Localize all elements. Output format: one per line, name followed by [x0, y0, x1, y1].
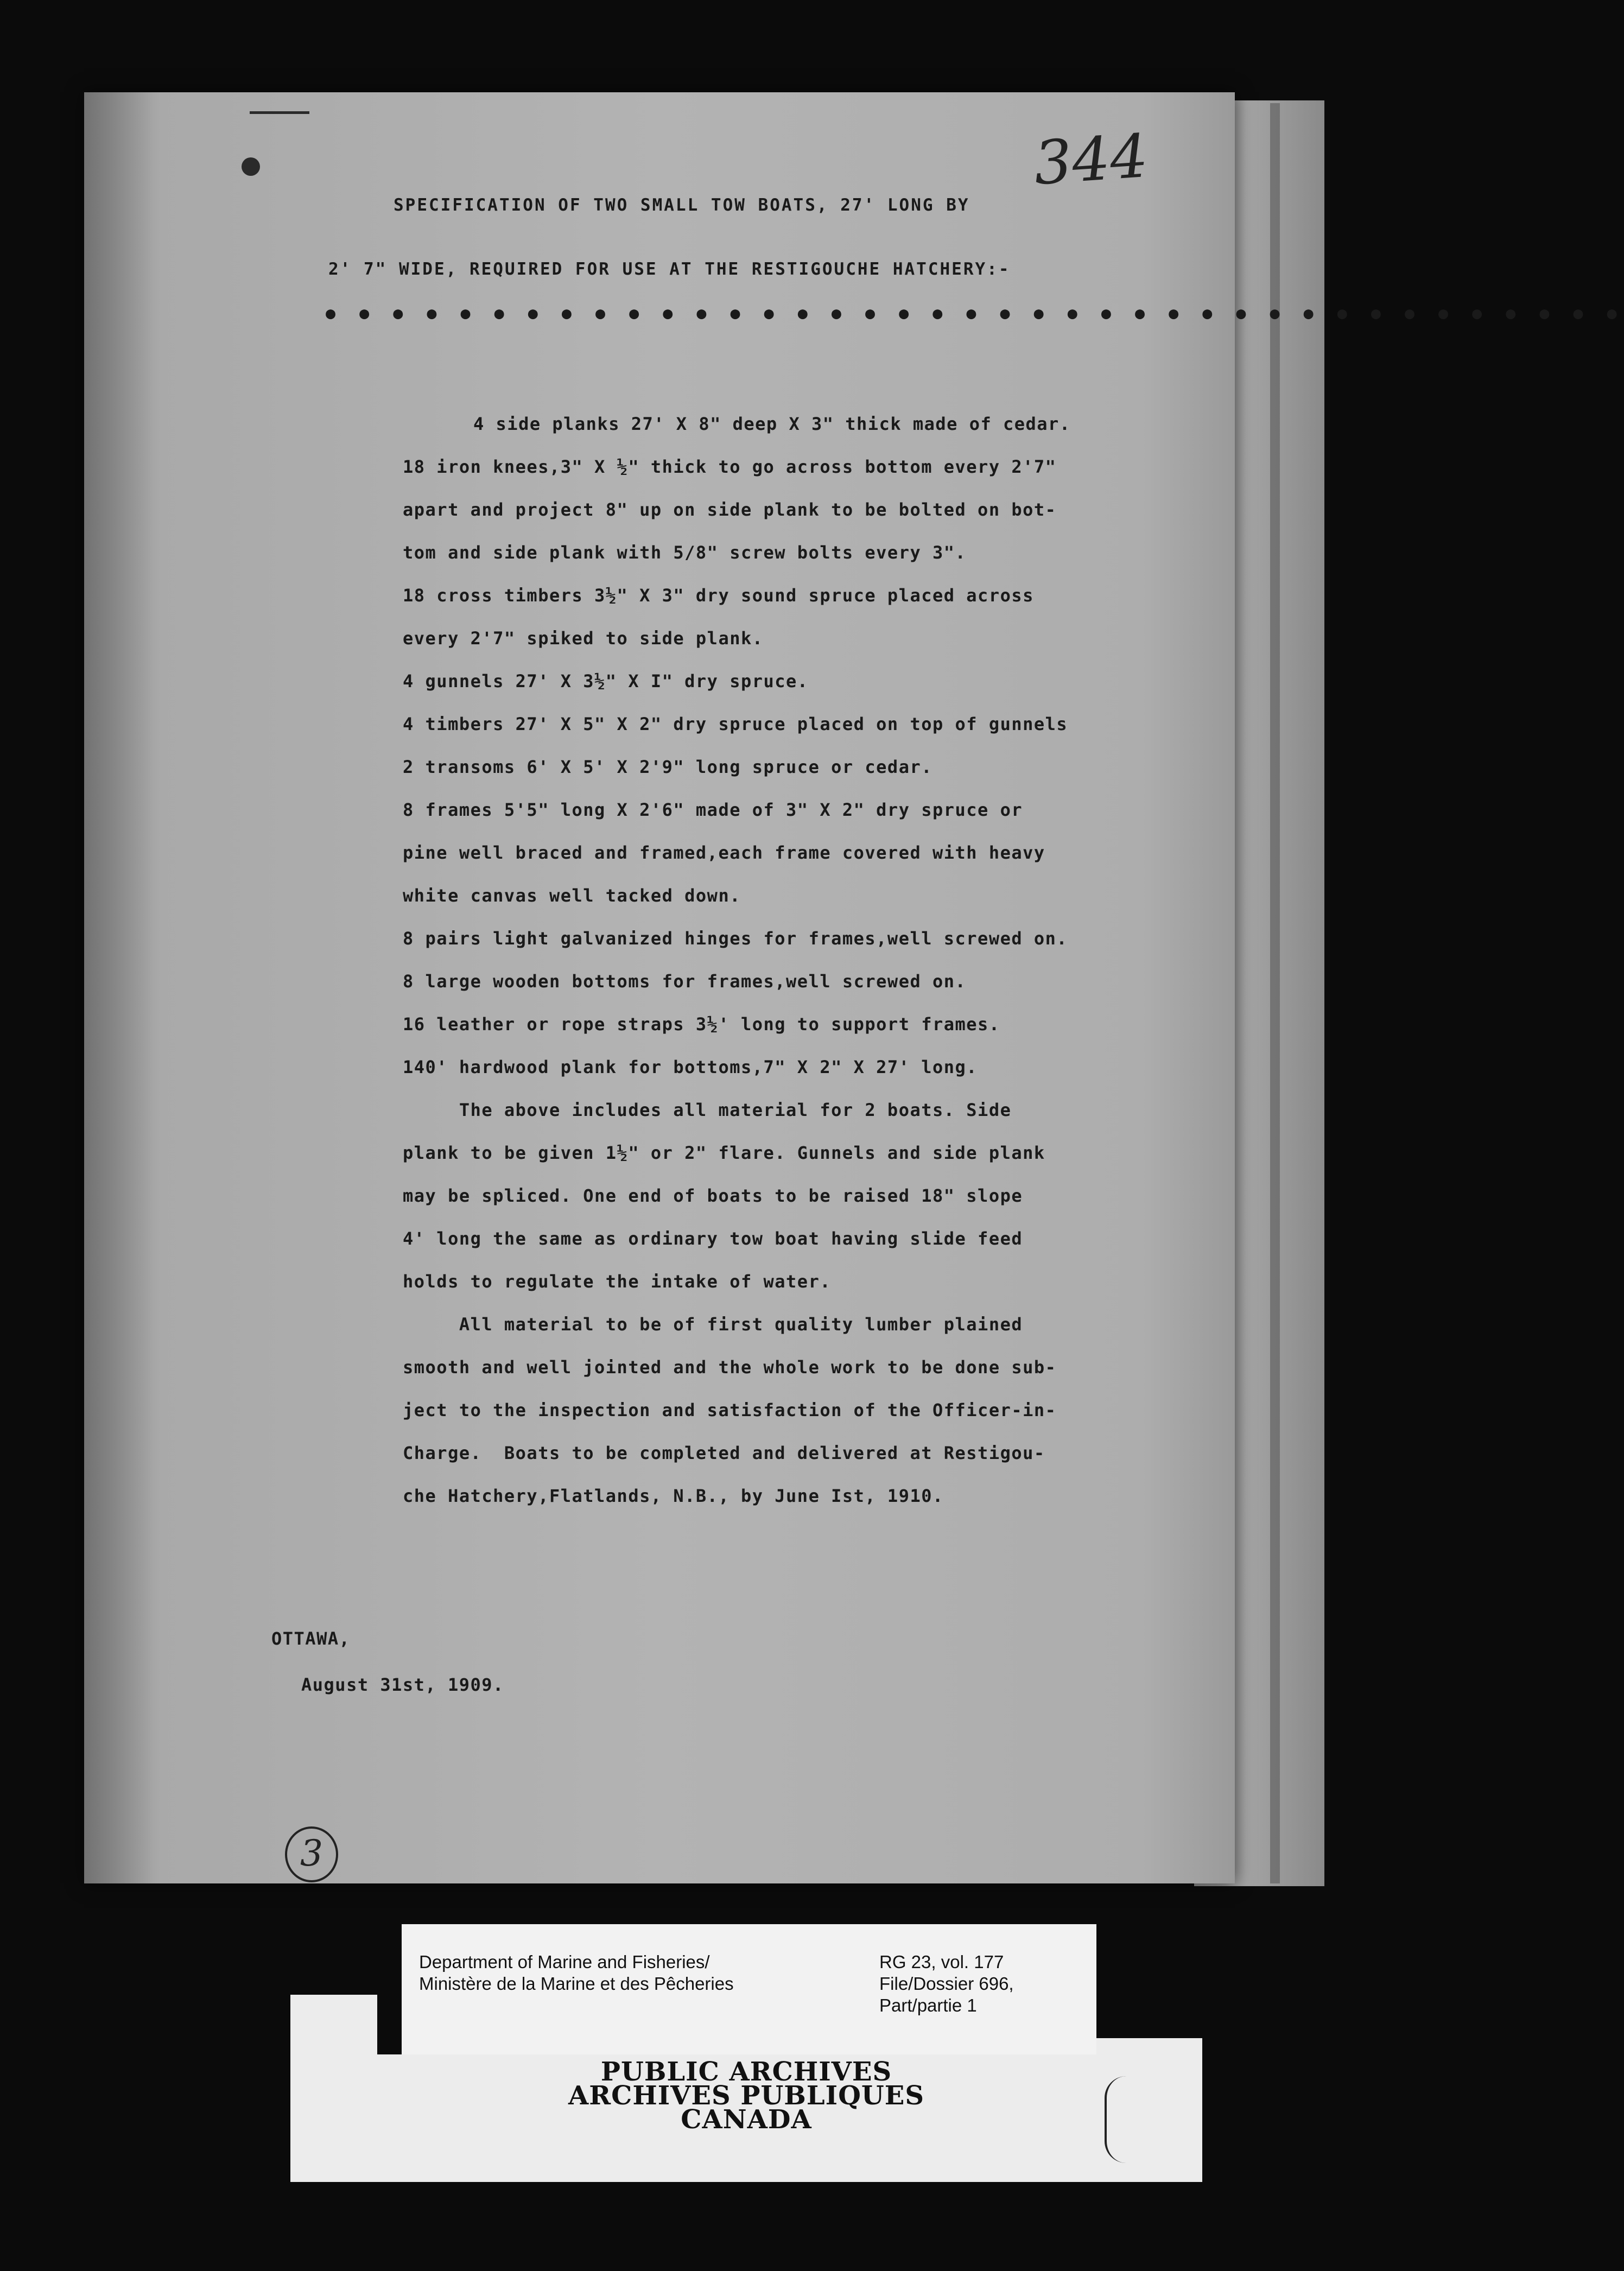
- place-line: OTTAWA,: [271, 1628, 351, 1649]
- folio-number: 344: [1031, 120, 1151, 199]
- body-line: every 2'7" spiked to side plank.: [403, 628, 764, 649]
- pen-mark: [250, 111, 309, 114]
- body-line: Charge. Boats to be completed and delivered at Restigou-: [403, 1443, 1045, 1463]
- body-line: 4 side planks 27' X 8" deep X 3" thick made of cedar.: [473, 414, 1071, 434]
- body-line: che Hatchery,Flatlands, N.B., by June Ist, 1910.: [403, 1486, 944, 1506]
- body-line: 16 leather or rope straps 3½' long to support frames.: [403, 1014, 1000, 1035]
- body-line: smooth and well jointed and the whole work to be done sub-: [403, 1357, 1057, 1378]
- body-line: may be spliced. One end of boats to be raised 18" slope: [403, 1185, 1023, 1206]
- body-line: 8 frames 5'5" long X 2'6" made of 3" X 2" dry spruce or: [403, 800, 1023, 820]
- circled-page-number: 3: [285, 1826, 338, 1882]
- body-line: 4 timbers 27' X 5" X 2" dry spruce placed on top of gunnels: [403, 714, 1068, 734]
- body-line: apart and project 8" up on side plank to be bolted on bot-: [403, 499, 1057, 520]
- stamp-line-3: CANADA: [681, 2104, 812, 2135]
- department-fr: Ministère de la Marine et des Pêcheries: [419, 1974, 734, 1994]
- sheet-shadow-edge: [1270, 103, 1280, 1883]
- heading-divider: ● ● ● ● ● ● ● ● ● ● ● ● ● ● ● ● ● ● ● ● ● ● ● ● ● ● ● ● ● ● ● ● ● ● ● ● ● ● ●: [326, 304, 1624, 323]
- body-line: 8 pairs light galvanized hinges for frames,well screwed on.: [403, 928, 1068, 949]
- body-line: 18 iron knees,3" X ½" thick to go across bottom every 2'7": [403, 456, 1057, 477]
- body-line: 4' long the same as ordinary tow boat having slide feed: [403, 1228, 1023, 1249]
- pen-scribble: [1105, 2076, 1128, 2163]
- body-line: The above includes all material for 2 boats. Side: [403, 1100, 1012, 1120]
- body-line: pine well braced and framed,each frame covered with heavy: [403, 842, 1045, 863]
- punch-hole: [242, 157, 260, 176]
- stamp-line-2: ARCHIVES PUBLIQUES: [568, 2080, 924, 2111]
- body-line: 18 cross timbers 3½" X 3" dry sound spruce placed across: [403, 585, 1034, 606]
- reference-part: Part/partie 1: [879, 1995, 977, 2015]
- body-line: plank to be given 1½" or 2" flare. Gunnels and side plank: [403, 1143, 1045, 1163]
- body-line: 8 large wooden bottoms for frames,well screwed on.: [403, 971, 967, 992]
- body-line: All material to be of first quality lumber plained: [403, 1314, 1023, 1335]
- heading-line-2: 2' 7" WIDE, REQUIRED FOR USE AT THE RESTIGOUCHE HATCHERY:-: [328, 259, 1011, 279]
- body-line: tom and side plank with 5/8" screw bolts every 3".: [403, 542, 967, 563]
- body-line: 2 transoms 6' X 5' X 2'9" long spruce or cedar.: [403, 757, 932, 777]
- archive-stamp: [290, 2057, 1202, 2135]
- reference-file: File/Dossier 696,: [879, 1974, 1014, 1994]
- body-line: white canvas well tacked down.: [403, 885, 741, 906]
- heading-line-1: SPECIFICATION OF TWO SMALL TOW BOATS, 27' LONG BY: [394, 195, 970, 215]
- reference-volume: RG 23, vol. 177: [879, 1952, 1004, 1972]
- label-reference: [879, 1951, 1014, 2016]
- stamp-line-1: PUBLIC ARCHIVES: [600, 2057, 892, 2087]
- body-line: ject to the inspection and satisfaction of the Officer-in-: [403, 1400, 1057, 1420]
- date-line: August 31st, 1909.: [301, 1674, 504, 1695]
- body-line: 4 gunnels 27' X 3½" X I" dry spruce.: [403, 671, 809, 692]
- body-line: 140' hardwood plank for bottoms,7" X 2" X 27' long.: [403, 1057, 978, 1077]
- department-en: Department of Marine and Fisheries/: [419, 1952, 710, 1972]
- label-department: [419, 1951, 734, 1995]
- sheet-shading: [84, 92, 160, 1883]
- body-line: holds to regulate the intake of water.: [403, 1271, 832, 1292]
- archive-label: [402, 1924, 1096, 2054]
